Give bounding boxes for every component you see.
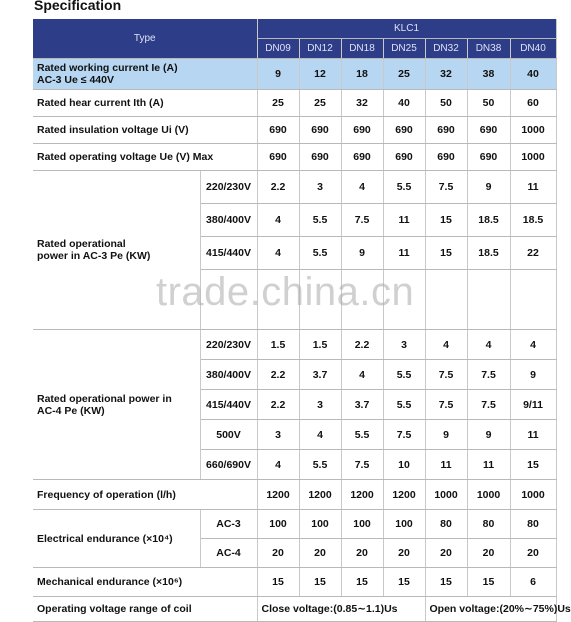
table-cell: 3 <box>299 390 341 420</box>
table-cell: 40 <box>510 59 556 90</box>
table-cell: 15 <box>510 450 556 480</box>
table-row <box>33 510 556 539</box>
row-label: Electrical endurance (×10⁴) <box>33 510 200 568</box>
table-cell: 1200 <box>383 480 425 510</box>
voltage-cell: 380/400V <box>200 204 257 237</box>
table-cell: 25 <box>257 90 299 117</box>
table-row <box>33 59 556 90</box>
table-cell: 4 <box>299 420 341 450</box>
table-cell: 5.5 <box>299 237 341 270</box>
table-cell: 15 <box>425 237 467 270</box>
row-label-line: Rated working current Ie (A) <box>37 62 178 74</box>
table-cell: 9 <box>425 420 467 450</box>
group-header: KLC1 <box>257 19 556 39</box>
table-cell: 690 <box>299 144 341 171</box>
table-cell: 4 <box>467 330 510 360</box>
table-cell: 7.5 <box>383 420 425 450</box>
table-cell: 40 <box>383 90 425 117</box>
table-cell: 1200 <box>299 480 341 510</box>
table-cell: 7.5 <box>467 390 510 420</box>
model-header: DN40 <box>510 39 556 59</box>
table-cell: 25 <box>299 90 341 117</box>
table-cell: 5.5 <box>383 390 425 420</box>
table-cell: 7.5 <box>425 390 467 420</box>
voltage-cell: 415/440V <box>200 237 257 270</box>
table-cell: 20 <box>257 539 299 568</box>
table-cell: 15 <box>257 568 299 597</box>
row-label <box>33 59 257 90</box>
table-cell: 5.5 <box>383 360 425 390</box>
table-cell: 7.5 <box>341 450 383 480</box>
model-header: DN25 <box>383 39 425 59</box>
voltage-cell: 415/440V <box>200 390 257 420</box>
table-cell: 690 <box>425 144 467 171</box>
table-cell: 4 <box>510 330 556 360</box>
table-cell: 15 <box>299 568 341 597</box>
table-cell: 20 <box>299 539 341 568</box>
table-cell: 60 <box>510 90 556 117</box>
table-cell: 690 <box>383 117 425 144</box>
model-header: DN12 <box>299 39 341 59</box>
table-cell: 1000 <box>510 117 556 144</box>
row-label: Rated operating voltage Ue (V) Max <box>33 144 257 171</box>
table-cell: 9 <box>467 171 510 204</box>
table-cell: 18 <box>341 59 383 90</box>
table-cell: 1000 <box>510 144 556 171</box>
table-cell: 20 <box>467 539 510 568</box>
table-cell: 9/11 <box>510 390 556 420</box>
table-cell: 1.5 <box>299 330 341 360</box>
table-cell: 7.5 <box>467 360 510 390</box>
row-label-line: power in AC-3 Pe (KW) <box>37 250 151 262</box>
table-cell: 15 <box>467 568 510 597</box>
table-cell: 5.5 <box>383 171 425 204</box>
table-cell: 15 <box>341 568 383 597</box>
voltage-cell: 220/230V <box>200 171 257 204</box>
table-cell: 50 <box>425 90 467 117</box>
table-cell: 10 <box>383 450 425 480</box>
voltage-cell: 500V <box>200 420 257 450</box>
table-cell: 2.2 <box>257 360 299 390</box>
table-cell: 11 <box>425 450 467 480</box>
table-cell: 1200 <box>341 480 383 510</box>
table-cell: 7.5 <box>425 360 467 390</box>
table-cell: 12 <box>299 59 341 90</box>
close-voltage-cell: Close voltage:(0.85∼1.1)Us <box>257 597 425 622</box>
row-label-line: Rated operational power in <box>37 392 172 405</box>
table-row <box>33 90 556 117</box>
row-label-line: AC-4 Pe (KW) <box>37 404 105 417</box>
table-cell: 9 <box>257 59 299 90</box>
model-header: DN38 <box>467 39 510 59</box>
table-cell: 80 <box>510 510 556 539</box>
table-cell: 1.5 <box>257 330 299 360</box>
table-cell: 5.5 <box>299 450 341 480</box>
table-row <box>33 117 556 144</box>
table-cell: 4 <box>341 360 383 390</box>
table-cell: 80 <box>425 510 467 539</box>
table-cell: 20 <box>383 539 425 568</box>
model-header: DN18 <box>341 39 383 59</box>
table-row <box>33 171 556 204</box>
row-label-line: AC-3 Ue ≤ 440V <box>37 74 114 86</box>
table-cell: 20 <box>341 539 383 568</box>
table-cell <box>510 270 556 330</box>
table-cell: 100 <box>383 510 425 539</box>
table-row <box>33 597 556 622</box>
table-cell: 690 <box>383 144 425 171</box>
category-cell: AC-3 <box>200 510 257 539</box>
table-cell: 9 <box>467 420 510 450</box>
table-cell: 5.5 <box>299 204 341 237</box>
table-cell: 15 <box>425 568 467 597</box>
table-cell: 690 <box>257 117 299 144</box>
table-cell: 9 <box>510 360 556 390</box>
table-cell: 7.5 <box>341 204 383 237</box>
table-cell: 4 <box>425 330 467 360</box>
table-row <box>33 568 556 597</box>
table-cell: 690 <box>467 144 510 171</box>
table-cell: 690 <box>467 117 510 144</box>
row-label: Operating voltage range of coil <box>33 597 257 622</box>
table-cell: 25 <box>383 59 425 90</box>
table-cell: 18.5 <box>467 237 510 270</box>
table-cell: 100 <box>341 510 383 539</box>
table-cell: 7.5 <box>425 171 467 204</box>
table-cell: 3 <box>257 420 299 450</box>
voltage-cell: 380/400V <box>200 360 257 390</box>
table-cell: 38 <box>467 59 510 90</box>
table-cell: 11 <box>383 204 425 237</box>
table-cell: 3 <box>383 330 425 360</box>
table-cell: 22 <box>510 237 556 270</box>
voltage-cell: 220/230V <box>200 330 257 360</box>
table-cell: 50 <box>467 90 510 117</box>
table-cell: 2.2 <box>341 330 383 360</box>
table-cell: 3.7 <box>299 360 341 390</box>
table-cell: 11 <box>510 171 556 204</box>
table-cell: 4 <box>257 204 299 237</box>
row-label: Mechanical endurance (×10⁶) <box>33 568 257 597</box>
table-cell: 6 <box>510 568 556 597</box>
table-cell: 690 <box>341 144 383 171</box>
category-cell: AC-4 <box>200 539 257 568</box>
model-header: DN09 <box>257 39 299 59</box>
table-cell: 11 <box>383 237 425 270</box>
table-cell: 2.2 <box>257 171 299 204</box>
table-cell: 11 <box>467 450 510 480</box>
open-voltage-cell: Open voltage:(20%∼75%)Us <box>425 597 556 622</box>
table-cell: 1000 <box>425 480 467 510</box>
table-cell: 20 <box>510 539 556 568</box>
table-cell: 3.7 <box>341 390 383 420</box>
table-cell: 690 <box>425 117 467 144</box>
row-label: Rated insulation voltage Ui (V) <box>33 117 257 144</box>
table-cell: 80 <box>467 510 510 539</box>
table-cell: 15 <box>425 204 467 237</box>
table-row <box>33 480 556 510</box>
table-cell: 4 <box>257 237 299 270</box>
row-label: Frequency of operation (l/h) <box>33 480 257 510</box>
voltage-cell: 660/690V <box>200 450 257 480</box>
table-cell: 18.5 <box>467 204 510 237</box>
table-cell: 100 <box>257 510 299 539</box>
table-cell: 32 <box>341 90 383 117</box>
table-cell: 20 <box>425 539 467 568</box>
table-cell: 15 <box>383 568 425 597</box>
table-cell <box>467 270 510 330</box>
table-cell: 5.5 <box>341 420 383 450</box>
table-cell: 1000 <box>510 480 556 510</box>
table-row <box>33 144 556 171</box>
table-cell: 100 <box>299 510 341 539</box>
row-label: Rated hear current Ith (A) <box>33 90 257 117</box>
page-title: Specification <box>34 0 122 13</box>
specification-table <box>33 19 571 622</box>
type-header: Type <box>33 19 257 59</box>
watermark: trade.china.cn <box>156 270 415 314</box>
table-row <box>33 330 556 360</box>
table-cell <box>425 270 467 330</box>
table-cell: 3 <box>299 171 341 204</box>
table-cell: 690 <box>257 144 299 171</box>
model-header: DN32 <box>425 39 467 59</box>
table-cell: 9 <box>341 237 383 270</box>
table-cell: 18.5 <box>510 204 556 237</box>
table-cell: 4 <box>341 171 383 204</box>
table-cell: 1200 <box>257 480 299 510</box>
table-cell: 32 <box>425 59 467 90</box>
table-cell: 690 <box>341 117 383 144</box>
row-label-line: Rated operational <box>37 238 126 250</box>
row-label <box>33 330 200 480</box>
table-cell: 1000 <box>467 480 510 510</box>
table-cell: 11 <box>510 420 556 450</box>
table-cell: 4 <box>257 450 299 480</box>
table-cell: 2.2 <box>257 390 299 420</box>
table-cell: 690 <box>299 117 341 144</box>
